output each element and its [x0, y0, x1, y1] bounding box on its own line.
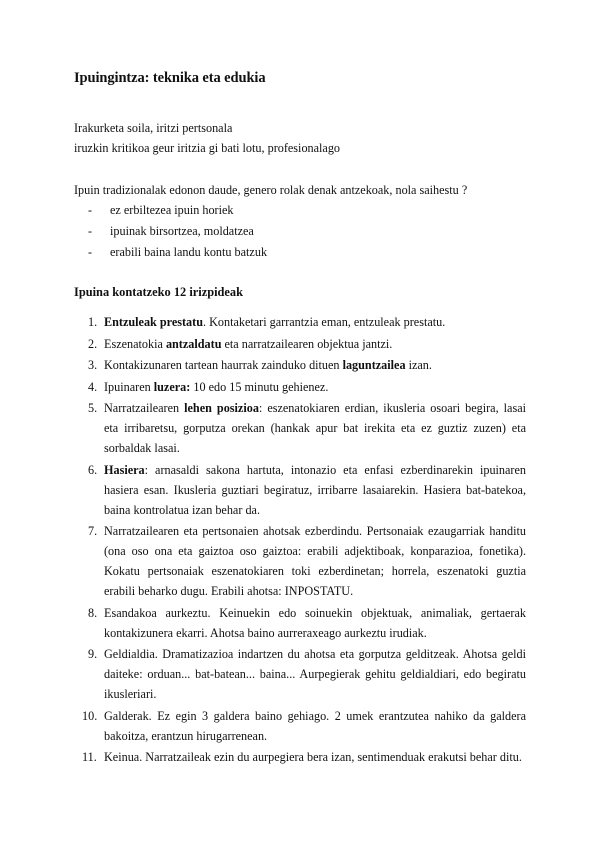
step-item [88, 355, 526, 375]
step-bold: Hasiera [104, 462, 145, 477]
bullet-list [88, 200, 267, 263]
bullet-text: ipuinak birsortzea, moldatzea [110, 224, 254, 238]
intro-block [74, 118, 340, 158]
steps-list [82, 312, 526, 769]
step-bold: luzera: [153, 379, 191, 394]
step-text: eta narratzailearen objektua jantzi. [221, 336, 393, 351]
step-text: 10 edo 15 minutu gehienez. [190, 379, 329, 394]
step-text: Galderak. Ez egin 3 galdera baino gehiago. 2 umek erantzutea nahiko da galdera bakoitza, erantzun hirugarrenean. [104, 708, 526, 743]
step-number: 10. [82, 708, 98, 723]
step-item [88, 398, 526, 458]
step-number: 5. [88, 401, 98, 415]
step-text: Esandakoa aurkeztu. Keinuekin edo soinuekin objektuak, animaliak, gertaerak kontakizunera ekarri. Ahotsa baino aurreraxeago aurkeztu irudiak. [104, 605, 526, 640]
step-text: : arnasaldi sakona hartuta, intonazio eta enfasi ezberdinarekin ipuinaren hasiera esan. Ikusleria guztiari begiratuz, irribarre lasaiarekin. Hasiera bat-batekoa, baina kontrolatua izan behar da. [104, 462, 526, 517]
step-text: izan. [405, 358, 432, 372]
intro-line: Irakurketa soila, iritzi pertsonala [74, 121, 233, 135]
document-title: Ipuingintza: teknika eta edukia [74, 70, 266, 86]
step-number: 8. [88, 605, 98, 620]
step-number: 4. [88, 379, 98, 394]
step-number: 2. [88, 336, 98, 351]
step-text: Geldialdia. Dramatizazioa indartzen du ahotsa eta gorputza gelditzeak. Ahotsa geldi daiteke: orduan... bat-batean... baina... Aurpegierak gehitu geldialdiari, edo begiratu ikusleriari. [104, 647, 526, 701]
step-bold: Entzuleak prestatu [104, 315, 203, 329]
section-title: Ipuina kontatzeko 12 irizpideak [74, 285, 244, 299]
step-number: 11. [82, 750, 97, 764]
step-pre: Narratzailearen [104, 401, 185, 415]
step-bold: laguntzailea [342, 358, 406, 372]
step-item [88, 460, 526, 520]
step-item [82, 706, 526, 746]
step-text: Keinua. Narratzaileak ezin du aurpegiera bera izan, sentimenduak erakutsi behar ditu. [104, 750, 522, 764]
step-item [88, 334, 526, 354]
step-bold: antzaldatu [165, 336, 222, 351]
bullet-marker: - [88, 245, 93, 259]
step-item [88, 644, 526, 704]
bullet-item [88, 242, 267, 263]
step-pre: Ipuinaren [104, 379, 154, 394]
bullet-item [88, 221, 267, 242]
question-paragraph: Ipuin tradizionalak edonon daude, genero rolak denak antzekoak, nola saihestu ? [74, 183, 468, 197]
step-item [82, 747, 526, 767]
step-item [88, 603, 526, 643]
step-text: . Kontaketari garrantzia eman, entzuleak prestatu. [202, 315, 446, 329]
step-item [88, 312, 526, 332]
bullet-item [88, 200, 267, 221]
bullet-text: erabili baina landu kontu batzuk [110, 245, 268, 259]
step-text: : eszenatokiaren erdian, ikusleria osoari begira, lasai eta irribaretsu, gorputza orekan (hankak apur bat irekita eta ez guztiz zuzen) eta sorbaldak lasai. [104, 401, 526, 455]
step-item [88, 521, 526, 601]
step-pre: Eszenatokia [104, 336, 166, 351]
step-number: 1. [88, 315, 98, 329]
step-item [88, 377, 526, 397]
intro-line: iruzkin kritikoa geur iritzia gi bati lotu, profesionalago [74, 141, 341, 155]
bullet-marker: - [88, 224, 93, 238]
step-bold: lehen posizioa [184, 401, 259, 415]
step-number: 9. [88, 647, 98, 661]
step-text: Narratzailearen eta pertsonaien ahotsak ezberdindu. Pertsonaiak ezaugarriak handitu (ona oso ona eta gaiztoa oso gaiztoa: erabili adjektiboak, konparazioa, fonetika). Kokatu pertsonaiak eszenatokiaren toki ezberdinetan; horrela, eszenatoki guztia erabili beharko dugu. Erabili ahotsa: INPOSTATU. [104, 524, 526, 598]
bullet-marker: - [88, 203, 93, 217]
step-number: 3. [88, 358, 98, 372]
step-number: 7. [88, 524, 98, 538]
step-pre: Kontakizunaren tartean haurrak zainduko dituen [104, 358, 343, 372]
step-number: 6. [88, 462, 98, 477]
bullet-text: ez erbiltezea ipuin horiek [110, 203, 234, 217]
